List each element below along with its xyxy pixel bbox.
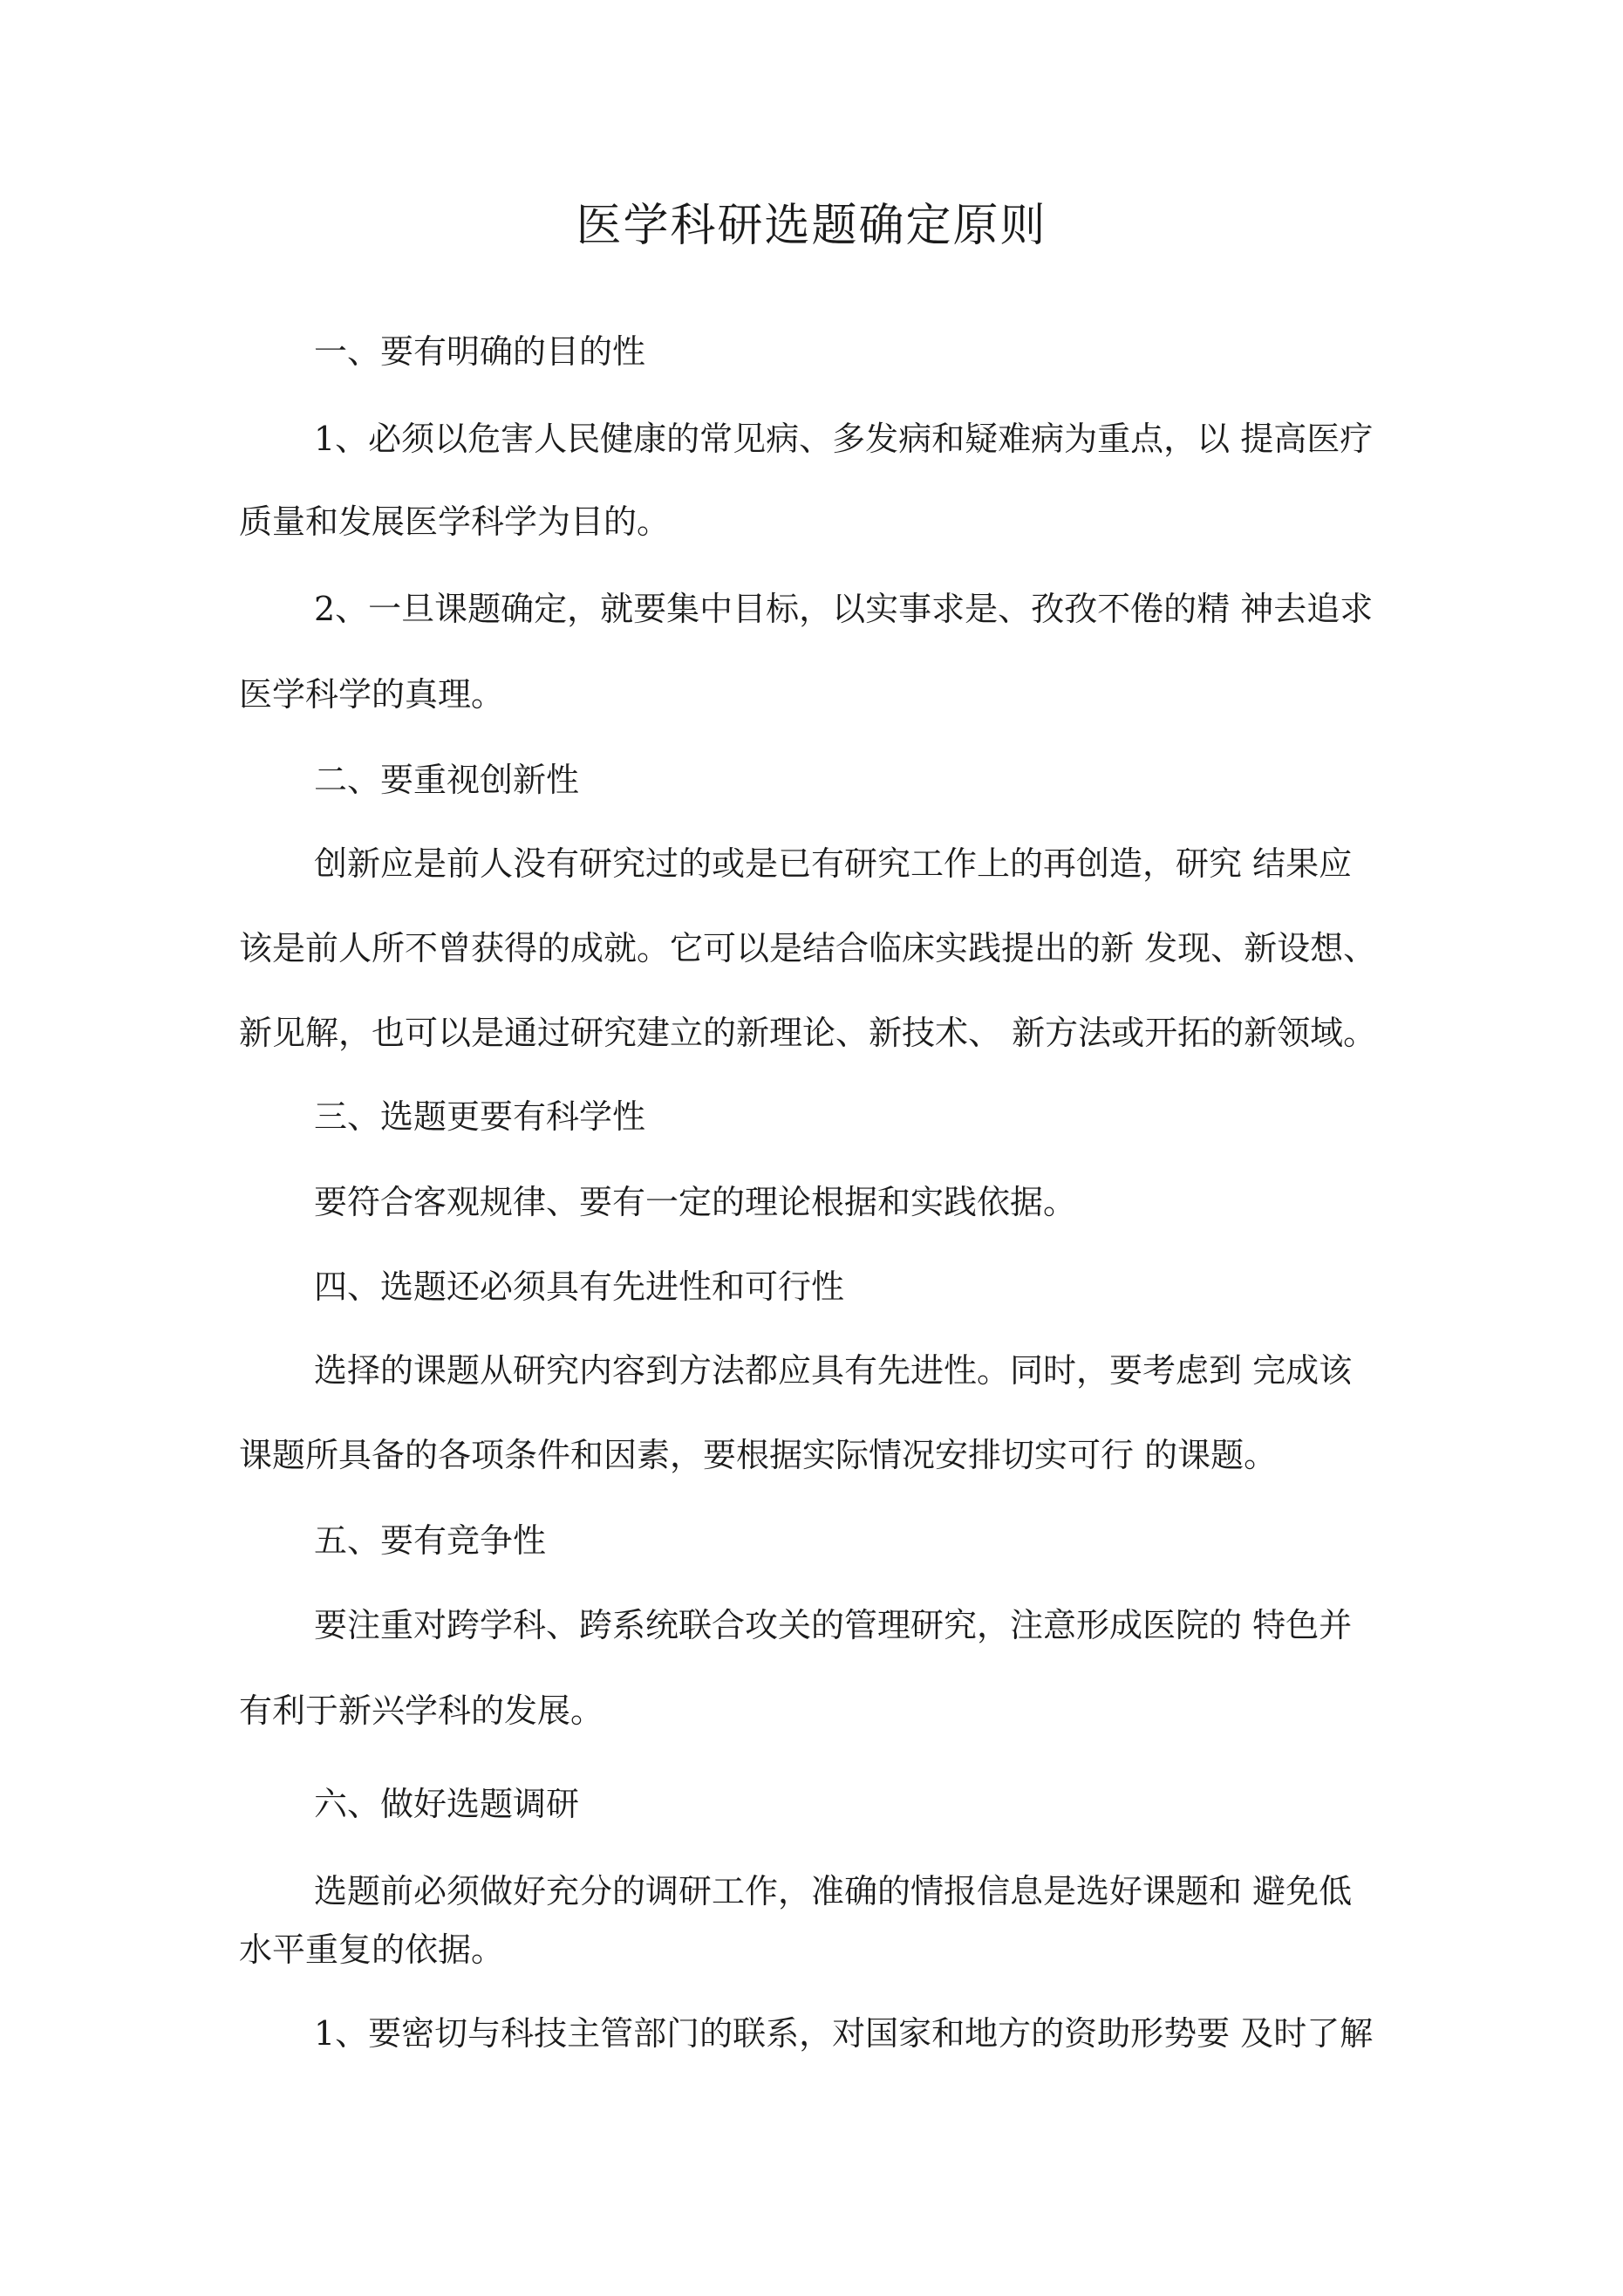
section-heading-4: 四、选题还必须具有先进性和可行性 — [314, 1268, 845, 1306]
section-heading-6: 六、做好选题调研 — [314, 1785, 580, 1823]
section-heading-5: 五、要有竞争性 — [314, 1521, 547, 1560]
paragraph-line: 2、一旦课题确定，就要集中目标，以实事求是、孜孜不倦的精 神去追求 — [314, 590, 1374, 628]
paragraph-line: 要符合客观规律、要有一定的理论根据和实践依据。 — [314, 1183, 1077, 1221]
paragraph-line: 医学科学的真理。 — [239, 675, 505, 714]
paragraph-line: 选择的课题从研究内容到方法都应具有先进性。同时，要考虑到 完成该 — [314, 1351, 1353, 1390]
section-heading-2: 二、要重视创新性 — [314, 761, 580, 799]
paragraph-line: 水平重复的依据。 — [239, 1930, 505, 1969]
paragraph-line: 该是前人所不曾获得的成就。它可以是结合临床实践提出的新 发现、新设想、 — [239, 929, 1377, 967]
paragraph-line: 1、必须以危害人民健康的常见病、多发病和疑难病为重点，以 提高医疗 — [314, 420, 1374, 458]
paragraph-line: 1、要密切与科技主管部门的联系，对国家和地方的资助形势要 及时了解 — [314, 2014, 1374, 2053]
paragraph-line: 课题所具备的各项条件和因素，要根据实际情况安排切实可行 的课题。 — [239, 1436, 1278, 1474]
paragraph-line: 选题前必须做好充分的调研工作，准确的情报信息是选好课题和 避免低 — [314, 1872, 1353, 1910]
document-title: 医学科研选题确定原则 — [576, 200, 1047, 252]
paragraph-line: 新见解，也可以是通过研究建立的新理论、新技术、 新方法或开拓的新领域。 — [239, 1014, 1377, 1052]
paragraph-line: 要注重对跨学科、跨系统联合攻关的管理研究，注意形成医院的 特色并 — [314, 1606, 1353, 1644]
section-heading-1: 一、要有明确的目的性 — [314, 332, 646, 371]
paragraph-line: 质量和发展医学科学为目的。 — [239, 502, 671, 541]
paragraph-line: 创新应是前人没有研究过的或是已有研究工作上的再创造，研究 结果应 — [314, 844, 1353, 883]
paragraph-line: 有利于新兴学科的发展。 — [239, 1691, 604, 1730]
section-heading-3: 三、选题更要有科学性 — [314, 1097, 646, 1136]
